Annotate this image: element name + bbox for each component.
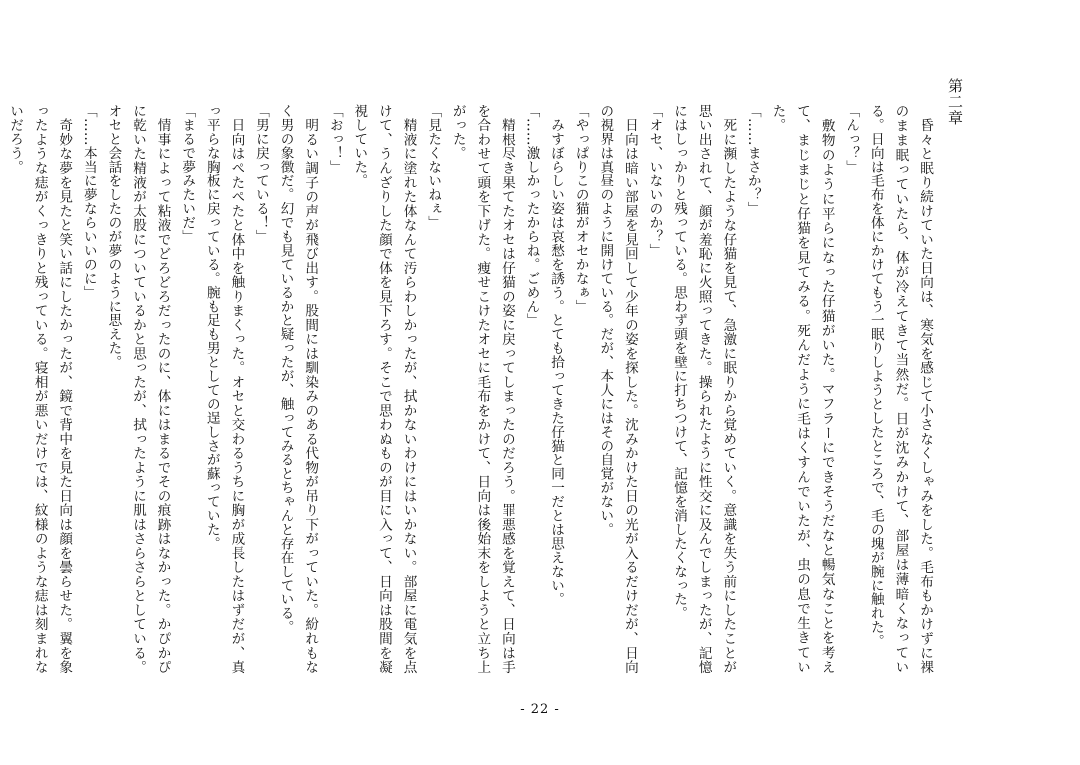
paragraph: 「見たくないねぇ」: [425, 104, 442, 230]
paragraph: 奇妙な夢を見たと笑い話にしたかったが、鏡で背中を見た日向は顔を曇らせた。翼を象ったような痣がくっきりと残っている。寝相が悪いだけでは、紋様のような痣は刻まれないだろう。: [7, 104, 73, 674]
paragraph: 「……まさか？」: [744, 104, 761, 216]
paragraph: 「んっ？」: [843, 104, 860, 174]
paragraph: 「まるで夢みたいだ」: [179, 104, 196, 244]
paragraph: [0, 104, 2, 674]
body-text: [7, 104, 937, 674]
page-number: - 22 -: [520, 702, 560, 717]
paragraph: 「……本当に夢ならいいのに」: [80, 104, 97, 300]
paragraph: 敷物のように平らになった仔猫がいた。マフラーにできそうだなと暢気なことを考えて、まじまじと仔猫を見てみる。死んだように毛はくすんでいたが、虫の息で生きていた。: [769, 104, 835, 674]
chapter-title: 第二章: [946, 78, 964, 126]
paragraph: 「男に戻っている！」: [252, 104, 269, 244]
paragraph: みすぼらしい姿は哀愁を誘う。とても拾ってきた仔猫と同一だとは思えない。: [548, 104, 565, 607]
paragraph: 「……激しかったからね。ごめん」: [523, 104, 540, 328]
paragraph: 「やっぱりこの猫がオセかなぁ」: [572, 104, 589, 314]
paragraph: 情事によって粘液でどろどろだったのに、体にはまるでその痕跡はなかった。かぴかぴに乾いた精液が太股についているかと思ったが、拭ったように肌はさらさらとしている。オセと会話をしたのが夢のように思えた。: [105, 104, 171, 674]
paragraph: 死に瀕したような仔猫を見て、急激に眠りから覚めていく。意識を失う前にしたことが思い出されて、顔が羞恥に火照ってきた。操られたように性交に及んでしまったが、記憶にはしっかりと残っている。思わず頭を壁に打ちつけて、記憶を消したくなった。: [671, 104, 737, 674]
paragraph: 日向はぺたぺたと体中を触りまくった。オセと交わるうちに胸が成長したはずだが、真っ平らな胸板に戻っている。腕も足も男としての逞しさが蘇っていた。: [203, 104, 245, 674]
paragraph: 昏々と眠り続けていた日向は、寒気を感じて小さなくしゃみをした。毛布もかけずに裸のまま眠っていたら、体が冷えてきて当然だ。日が沈みかけて、部屋は薄暗くなっている。日向は毛布を体にかけてもう一眠りしようとしたところで、毛の塊が腕に触れた。: [867, 104, 933, 674]
paragraph: 精根尽き果てたオセは仔猫の姿に戻ってしまったのだろう。罪悪感を覚えて、日向は手を合わせて頭を下げた。痩せこけたオセに毛布をかけて、日向は後始末をしようと立ち上がった。: [449, 104, 515, 674]
paragraph: 精液に塗れた体なんて汚らわしかったが、拭かないわけにはいかない。部屋に電気を点けて、うんざりした顔で体を見下ろす。そこで思わぬものが目に入って、日向は股間を凝視していた。: [351, 104, 417, 674]
paragraph: 「オセ、いないのか？」: [646, 104, 663, 258]
paragraph: 「おっ！」: [326, 104, 343, 174]
paragraph: 明るい調子の声が飛び出す。股間には馴染みのある代物が吊り下がっていた。紛れもなく男の象徴だ。幻でも見ているかと疑ったが、触ってみるとちゃんと存在している。: [277, 104, 319, 674]
paragraph: 日向は暗い部屋を見回して少年の姿を探した。沈みかけた日の光が入るだけだが、日向の視界は真昼のように開けている。だが、本人にはその自覚がない。: [597, 104, 638, 674]
